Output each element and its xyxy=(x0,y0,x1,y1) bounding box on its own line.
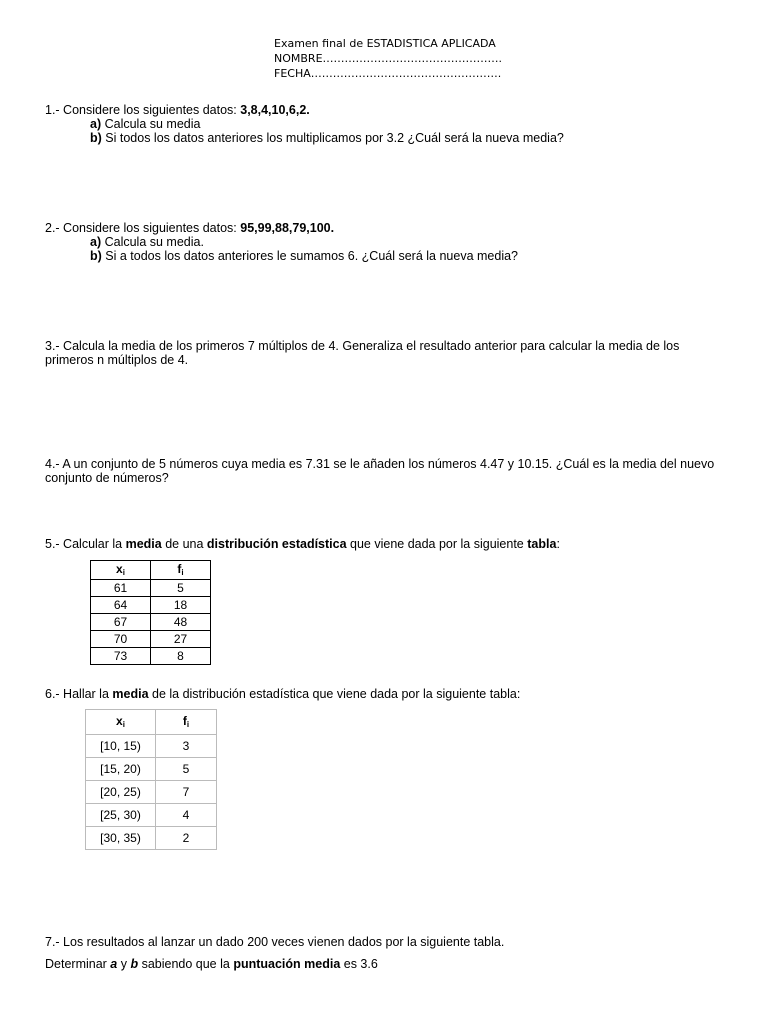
q5-b1: media xyxy=(125,537,162,551)
header-xi xyxy=(86,710,156,735)
q7-p2: y xyxy=(117,957,131,971)
q7-line2 xyxy=(45,957,504,971)
question-6 xyxy=(45,687,520,701)
q6-p2: de la distribución estadística que viene dada por la siguiente tabla: xyxy=(148,687,521,701)
table-row xyxy=(86,804,217,827)
cell-f: 48 xyxy=(151,614,211,631)
table-row xyxy=(91,597,211,614)
q2-b-text: Si a todos los datos anteriores le sumamos 6. ¿Cuál será la nueva media? xyxy=(101,249,518,263)
cell-f: 5 xyxy=(151,580,211,597)
q2-data: 95,99,88,79,100. xyxy=(240,221,335,235)
q5-p1: 5.- Calcular la xyxy=(45,537,126,551)
table-header xyxy=(91,561,211,580)
q6-b1: media xyxy=(112,687,149,701)
cell-x: 70 xyxy=(91,631,151,648)
table-row xyxy=(86,758,217,781)
header-x-sub: i xyxy=(122,720,125,729)
cell-interval: [30, 35) xyxy=(86,827,156,850)
q7-p4: es 3.6 xyxy=(340,957,378,971)
q7-b1: puntuación media xyxy=(233,957,341,971)
question-3: 3.- Calcula la media de los primeros 7 múltiplos de 4. Generaliza el resultado anterior para calcular la media de los primeros n múltiplos de 4. xyxy=(45,339,680,367)
q5-p4: : xyxy=(556,537,560,551)
header-f-sub: i xyxy=(186,720,190,729)
cell-x: 61 xyxy=(91,580,151,597)
name-field: NOMBRE…………………………………………. xyxy=(274,52,503,65)
table-header xyxy=(86,710,217,735)
header-f: f xyxy=(177,562,182,576)
header-x: x xyxy=(116,562,123,576)
table-row xyxy=(91,648,211,665)
cell-f: 2 xyxy=(156,827,217,850)
cell-x: 64 xyxy=(91,597,151,614)
q7-p3: sabiendo que la xyxy=(138,957,234,971)
cell-f: 18 xyxy=(151,597,211,614)
exam-header xyxy=(274,36,502,81)
cell-f: 4 xyxy=(156,804,217,827)
header-x-sub: i xyxy=(122,568,125,577)
cell-f: 3 xyxy=(156,735,217,758)
q6-p1: 6.- Hallar la xyxy=(45,687,113,701)
q1-b-text: Si todos los datos anteriores los multiplicamos por 3.2 ¿Cuál será la nueva media? xyxy=(101,131,564,145)
cell-f: 5 xyxy=(156,758,217,781)
cell-interval: [20, 25) xyxy=(86,781,156,804)
q7-a: a xyxy=(110,957,118,971)
q1-a-text: Calcula su media xyxy=(101,117,201,131)
q5-p3: que viene dada por la siguiente xyxy=(346,537,528,551)
date-field: FECHA……………………………………………. xyxy=(274,67,502,80)
cell-f: 7 xyxy=(156,781,217,804)
q7-p1: Determinar xyxy=(45,957,111,971)
question-5 xyxy=(45,537,560,551)
q1-b-label: b) xyxy=(90,131,102,145)
exam-title: Examen final de ESTADISTICA APLICADA xyxy=(274,37,496,50)
q2-a-label: a) xyxy=(90,235,102,249)
cell-x: 73 xyxy=(91,648,151,665)
q1-text: 1.- Considere los siguientes datos: xyxy=(45,103,241,117)
cell-interval: [15, 20) xyxy=(86,758,156,781)
table-row xyxy=(91,631,211,648)
q7-b: b xyxy=(130,957,139,971)
q5-table xyxy=(90,560,211,665)
question-2 xyxy=(45,221,518,263)
cell-f: 8 xyxy=(151,648,211,665)
header-f-sub: i xyxy=(181,568,184,577)
header-f: f xyxy=(182,714,187,728)
cell-x: 67 xyxy=(91,614,151,631)
header-fi xyxy=(156,710,217,735)
q1-data: 3,8,4,10,6,2. xyxy=(240,103,310,117)
cell-interval: [10, 15) xyxy=(86,735,156,758)
table-row xyxy=(91,580,211,597)
question-7 xyxy=(45,935,504,971)
question-1 xyxy=(45,103,564,145)
q6-table xyxy=(85,709,217,850)
header-x: x xyxy=(116,714,123,728)
table-row xyxy=(86,827,217,850)
cell-f: 27 xyxy=(151,631,211,648)
header-xi xyxy=(91,561,151,580)
q7-line1: 7.- Los resultados al lanzar un dado 200 veces vienen dados por la siguiente tabla. xyxy=(45,935,505,949)
q5-p2: de una xyxy=(161,537,207,551)
cell-interval: [25, 30) xyxy=(86,804,156,827)
table-row xyxy=(86,781,217,804)
table-row xyxy=(91,614,211,631)
table-row xyxy=(86,735,217,758)
q5-b2: distribución estadística xyxy=(206,537,347,551)
q2-text: 2.- Considere los siguientes datos: xyxy=(45,221,241,235)
q1-a-label: a) xyxy=(90,117,102,131)
q5-b3: tabla xyxy=(527,537,557,551)
header-fi xyxy=(151,561,211,580)
question-4: 4.- A un conjunto de 5 números cuya media es 7.31 se le añaden los números 4.47 y 10.15. ¿Cuál es la media del nuevo conjunto de números? xyxy=(45,457,715,485)
q2-b-label: b) xyxy=(90,249,102,263)
q2-a-text: Calcula su media. xyxy=(101,235,204,249)
